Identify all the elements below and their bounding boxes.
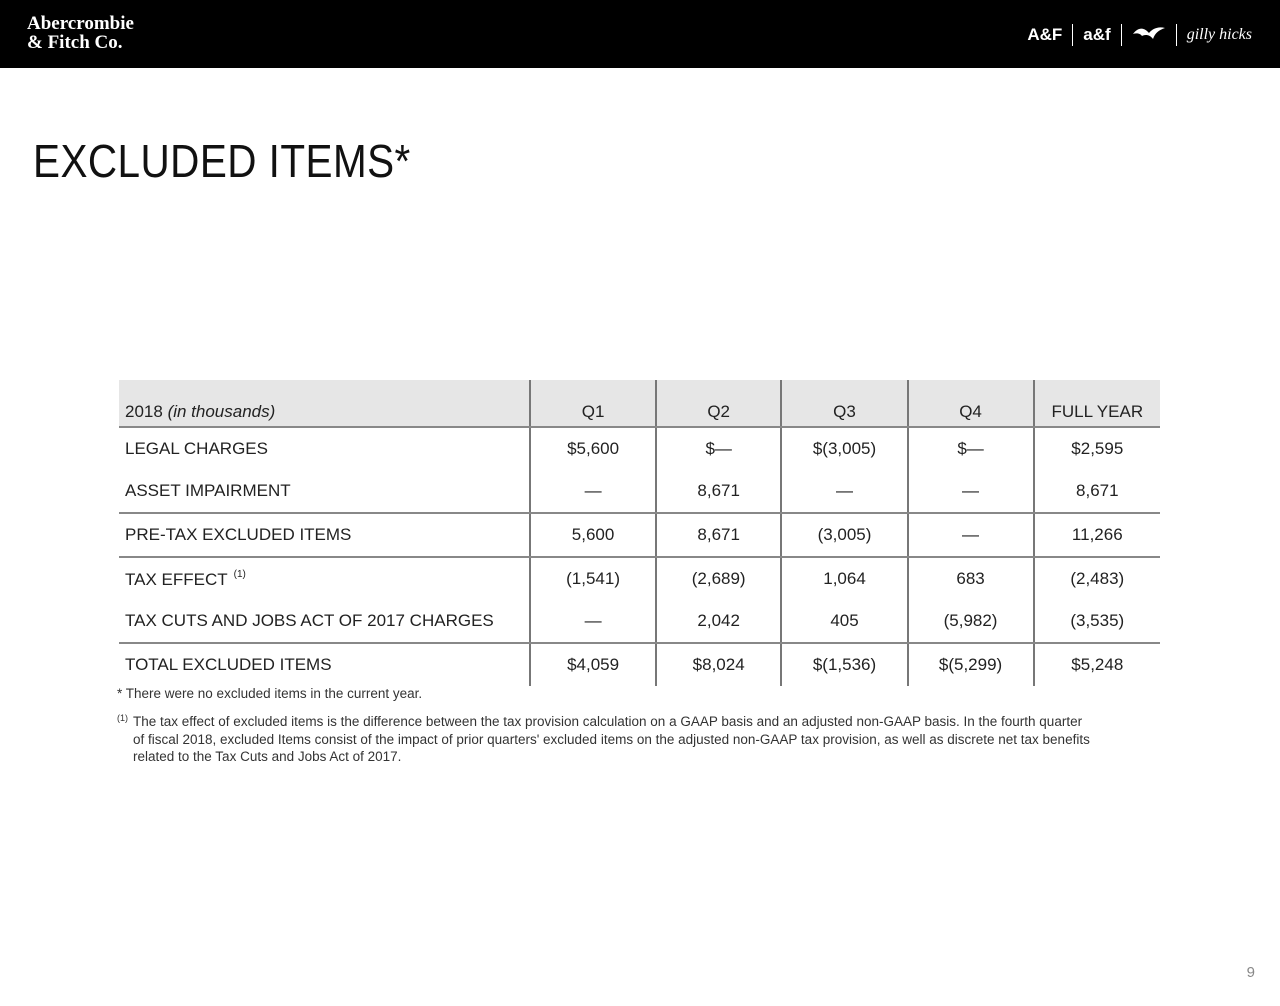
table-row: [119, 470, 1160, 513]
cell-full-year: $5,248: [1034, 643, 1160, 686]
row-label: PRE-TAX EXCLUDED ITEMS: [119, 513, 530, 557]
cell-q2: 8,671: [656, 513, 782, 557]
brand-af: A&F: [1027, 25, 1063, 44]
cell-q1: $4,059: [530, 643, 656, 686]
excluded-items-table: [119, 380, 1160, 686]
footnote-1: [117, 713, 1162, 766]
row-label: TAX EFFECT: [125, 569, 228, 589]
table-row: [119, 427, 1160, 470]
table-row: [119, 643, 1160, 686]
header-q1: Q1: [530, 380, 656, 427]
cell-q1: —: [530, 600, 656, 643]
row-label-cell: [119, 557, 530, 600]
cell-q1: (1,541): [530, 557, 656, 600]
row-label: TOTAL EXCLUDED ITEMS: [125, 655, 332, 674]
header-year: 2018: [125, 402, 163, 421]
hollister-seagull-icon: [1132, 25, 1166, 46]
cell-q3: $(3,005): [781, 427, 907, 470]
header-q3: Q3: [781, 380, 907, 427]
cell-full-year: (2,483): [1034, 557, 1160, 600]
footnotes: [117, 686, 1162, 766]
cell-q4: (5,982): [908, 600, 1034, 643]
table-row: [119, 600, 1160, 643]
brand-af-kids: a&f: [1083, 25, 1111, 44]
header-bar: [0, 0, 1280, 68]
header-q2: Q2: [656, 380, 782, 427]
cell-full-year: (3,535): [1034, 600, 1160, 643]
cell-q2: $8,024: [656, 643, 782, 686]
header-full-year: FULL YEAR: [1034, 380, 1160, 427]
header-unit: (in thousands): [167, 402, 276, 421]
footnote-1-line: related to the Tax Cuts and Jobs Act of 2017.: [133, 749, 402, 764]
cell-q2: 2,042: [656, 600, 782, 643]
table-row: [119, 513, 1160, 557]
header-label-cell: [119, 380, 530, 427]
brand-divider: [1072, 24, 1073, 46]
cell-q3: 1,064: [781, 557, 907, 600]
footnote-marker: (1): [233, 568, 246, 580]
cell-q3: (3,005): [781, 513, 907, 557]
cell-q2: (2,689): [656, 557, 782, 600]
cell-q3: $(1,536): [781, 643, 907, 686]
logo-line-1: Abercrombie: [27, 13, 134, 34]
cell-q1: —: [530, 470, 656, 513]
cell-q1: 5,600: [530, 513, 656, 557]
company-logo: [27, 14, 134, 52]
cell-q2: $—: [656, 427, 782, 470]
footnote-star: * There were no excluded items in the current year.: [117, 686, 423, 701]
cell-q4: $—: [908, 427, 1034, 470]
cell-q4: $(5,299): [908, 643, 1034, 686]
footnote-1-marker: (1): [117, 713, 128, 723]
cell-full-year: 11,266: [1034, 513, 1160, 557]
table-row: [119, 557, 1160, 600]
row-label: TAX CUTS AND JOBS ACT OF 2017 CHARGES: [119, 600, 530, 643]
cell-q2: 8,671: [656, 470, 782, 513]
footnote-1-line: The tax effect of excluded items is the difference between the tax provision calculation on a GAAP basis and an adjusted non-GAAP basis. In the fourth quarter: [133, 714, 1083, 729]
brand-divider: [1176, 24, 1177, 46]
cell-q3: 405: [781, 600, 907, 643]
row-label: LEGAL CHARGES: [125, 439, 268, 458]
brand-gilly-hicks: gilly hicks: [1186, 26, 1252, 43]
cell-q4: —: [908, 470, 1034, 513]
logo-line-2: & Fitch Co.: [27, 32, 123, 53]
cell-full-year: $2,595: [1034, 427, 1160, 470]
header-q4: Q4: [908, 380, 1034, 427]
cell-full-year: 8,671: [1034, 470, 1160, 513]
row-label: ASSET IMPAIRMENT: [119, 470, 530, 513]
cell-q3: —: [781, 470, 907, 513]
page-title: EXCLUDED ITEMS*: [33, 135, 411, 187]
table-header-row: [119, 380, 1160, 427]
brand-divider: [1121, 24, 1122, 46]
footnote-1-line: of fiscal 2018, excluded Items consist of the impact of prior quarters' excluded items on the adjusted non-GAAP tax provision, as well as discrete net tax benefits: [133, 731, 1090, 747]
cell-q1: $5,600: [530, 427, 656, 470]
cell-q4: 683: [908, 557, 1034, 600]
brand-logos: [1027, 22, 1252, 48]
page-number: 9: [1246, 964, 1255, 981]
cell-q4: —: [908, 513, 1034, 557]
